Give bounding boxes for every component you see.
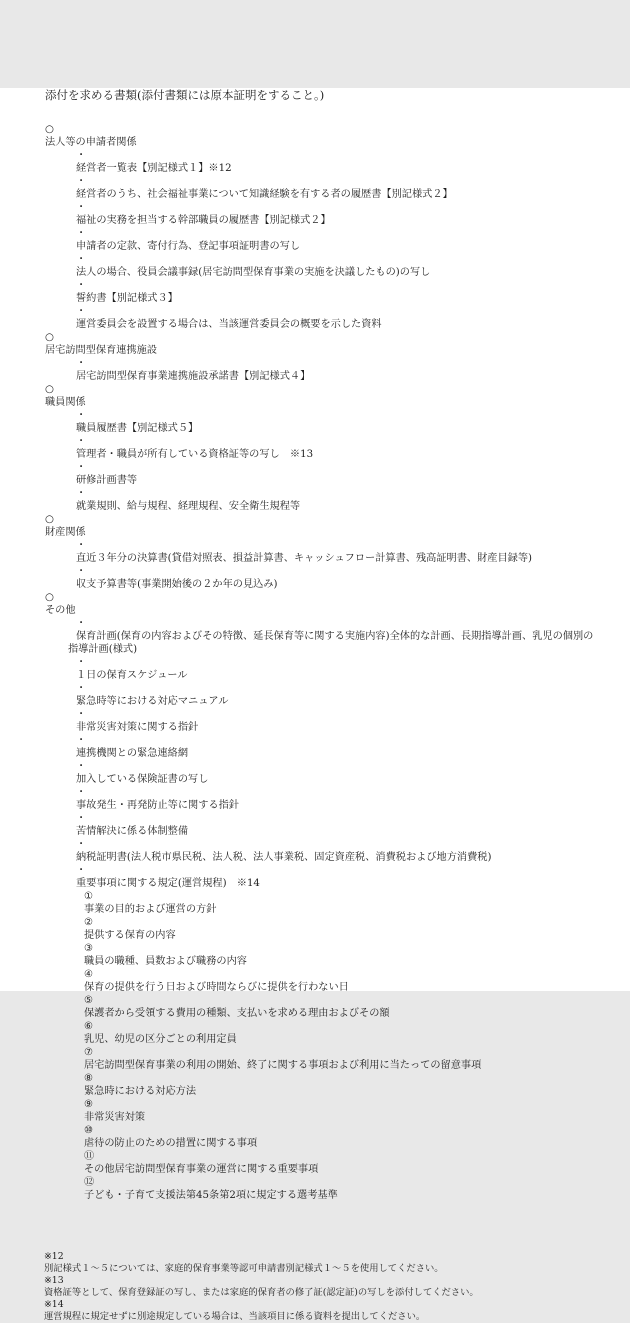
numbered-item (0, 968, 630, 994)
bullet-icon: ・ (76, 709, 87, 720)
list-item-text: １日の保育スケジュール (76, 670, 188, 681)
numbered-item (0, 916, 630, 942)
list-item-text: 経営者のうち、社会福祉事業について知識経験を有する者の履歴書【別記様式２】 (76, 189, 453, 200)
bullet-icon: ・ (76, 358, 87, 369)
bullet-icon: ・ (76, 813, 87, 824)
numbered-item-text: その他居宅訪問型保育事業の運営に関する重要事項 (84, 1164, 319, 1175)
bullet-icon: ・ (76, 254, 87, 265)
numbered-item-text: 保護者から受領する費用の種類、支払いを求める理由およびその額 (84, 1008, 390, 1019)
bullet-icon: ・ (76, 865, 87, 876)
list-item-text: 緊急時等における対応マニュアル (76, 696, 229, 707)
bullet-icon: ・ (76, 150, 87, 161)
footnote (0, 1275, 630, 1299)
bullet-icon: ・ (76, 683, 87, 694)
numbered-item (0, 1176, 630, 1202)
list-item-text: 重要事項に関する規定(運営規程) ※14 (76, 878, 260, 889)
footnote-ref: ※13 (44, 1275, 64, 1286)
bullet-icon: ・ (76, 787, 87, 798)
section (0, 591, 630, 1202)
footnote (0, 1251, 630, 1275)
list-item-text: 連携機関との緊急連絡網 (76, 748, 189, 759)
list-item-text: 管理者・職員が所有している資格証等の写し ※13 (76, 449, 314, 460)
section-heading-label: 居宅訪問型保育連携施設 (45, 345, 158, 356)
list-item-text: 保育計画(保育の内容およびその特徴、延長保育等に関する実施内容)全体的な計画、長期指導計画、乳児の個別の指導計画(様式) (68, 631, 594, 655)
bullet-icon: ・ (76, 228, 87, 239)
footnote-text: 運営規程に規定せずに別途規定している場合は、当該項目に係る資料を提出してください。 (44, 1311, 426, 1322)
list-item (0, 565, 630, 591)
list-item (0, 461, 630, 487)
section-heading-label: その他 (45, 605, 76, 616)
list-item (0, 760, 630, 786)
numbered-item (0, 1020, 630, 1046)
footnote (0, 1299, 630, 1323)
list-item (0, 682, 630, 708)
numbered-item (0, 942, 630, 968)
circled-number-icon: ⑦ (84, 1047, 94, 1058)
circled-number-icon: ⑨ (84, 1099, 94, 1110)
numbered-item-text: 提供する保育の内容 (84, 930, 176, 941)
circled-number-icon: ① (84, 891, 94, 902)
section-marker-icon: ○ (45, 592, 54, 603)
numbered-item-text: 乳児、幼児の区分ごとの利用定員 (84, 1034, 237, 1045)
bullet-icon: ・ (76, 410, 87, 421)
bullet-icon: ・ (76, 540, 87, 551)
bullet-icon: ・ (76, 761, 87, 772)
numbered-item (0, 1072, 630, 1098)
numbered-item (0, 890, 630, 916)
list-item-text: 非常災害対策に関する指針 (76, 722, 199, 733)
list-item (0, 864, 630, 890)
list-item (0, 357, 630, 383)
list-item-text: 福祉の実務を担当する幹部職員の履歴書【別記様式２】 (76, 215, 331, 226)
section-marker-icon: ○ (45, 514, 54, 525)
list-item (0, 253, 630, 279)
list-item-text: 研修計画書等 (76, 475, 138, 486)
bullet-icon: ・ (76, 735, 87, 746)
list-item-text: 職員履歴書【別記様式５】 (76, 423, 199, 434)
footnote-text: 資格証等として、保育登録証の写し、または家庭的保育者の修了証(認定証)の写しを添付してください。 (44, 1287, 479, 1298)
numbered-item-text: 保育の提供を行う日および時間ならびに提供を行わない日 (84, 982, 349, 993)
section (0, 123, 630, 331)
list-item (0, 838, 630, 864)
bullet-icon: ・ (76, 618, 87, 629)
list-item-text: 居宅訪問型保育事業連携施設承諾書【別記様式４】 (76, 371, 311, 382)
sections-container (0, 123, 630, 1202)
footnote-ref: ※12 (44, 1251, 64, 1262)
circled-number-icon: ⑧ (84, 1073, 94, 1084)
numbered-item-text: 子ども・子育て支援法第45条第2項に規定する選考基準 (84, 1190, 338, 1201)
bullet-icon: ・ (76, 436, 87, 447)
list-item (0, 786, 630, 812)
numbered-item-text: 事業の目的および運営の方針 (84, 904, 217, 915)
numbered-item (0, 1124, 630, 1150)
section-heading (0, 331, 630, 357)
list-item-text: 納税証明書(法人税市県民税、法人税、法人事業税、固定資産税、消費税および地方消費税) (76, 852, 492, 863)
circled-number-icon: ⑪ (84, 1151, 95, 1162)
list-item (0, 279, 630, 305)
list-item (0, 734, 630, 760)
footnote-text: 別記様式１～５については、家庭的保育事業等認可申請書別記様式１～５を使用してください。 (44, 1263, 444, 1274)
list-item-text: 申請者の定款、寄付行為、登記事項証明書の写し (76, 241, 301, 252)
section-marker-icon: ○ (45, 384, 54, 395)
section (0, 383, 630, 513)
bullet-icon: ・ (76, 306, 87, 317)
list-item (0, 409, 630, 435)
circled-number-icon: ⑥ (84, 1021, 94, 1032)
numbered-item (0, 1046, 630, 1072)
section-heading-label: 法人等の申請者関係 (45, 137, 137, 148)
section-marker-icon: ○ (45, 332, 54, 343)
bullet-icon: ・ (76, 176, 87, 187)
bullet-icon: ・ (76, 280, 87, 291)
circled-number-icon: ⑤ (84, 995, 94, 1006)
section-heading (0, 123, 630, 149)
numbered-item-text: 居宅訪問型保育事業の利用の開始、終了に関する事項および利用に当たっての留意事項 (84, 1060, 482, 1071)
section-marker-icon: ○ (45, 124, 54, 135)
list-item (0, 812, 630, 838)
bullet-icon: ・ (76, 566, 87, 577)
list-item-text: 経営者一覧表【別記様式１】※12 (76, 163, 232, 174)
numbered-item-text: 職員の職種、員数および職務の内容 (84, 956, 247, 967)
bullet-icon: ・ (76, 839, 87, 850)
section (0, 513, 630, 591)
list-item (0, 617, 630, 656)
list-item-text: 就業規則、給与規程、経理規程、安全衛生規程等 (76, 501, 301, 512)
circled-number-icon: ② (84, 917, 94, 928)
list-item (0, 487, 630, 513)
list-item (0, 708, 630, 734)
numbered-item-text: 緊急時における対応方法 (84, 1086, 197, 1097)
list-item (0, 539, 630, 565)
page-title: 添付を求める書類(添付書類には原本証明をすること。) (45, 88, 325, 102)
numbered-item-text: 虐待の防止のための措置に関する事項 (84, 1138, 258, 1149)
bullet-icon: ・ (76, 657, 87, 668)
bullet-icon: ・ (76, 462, 87, 473)
list-item (0, 435, 630, 461)
list-item (0, 656, 630, 682)
list-item (0, 305, 630, 331)
list-item-text: 苦情解決に係る体制整備 (76, 826, 189, 837)
document-page (0, 88, 630, 1322)
bullet-icon: ・ (76, 488, 87, 499)
circled-number-icon: ③ (84, 943, 94, 954)
footnotes (0, 1251, 630, 1323)
numbered-item (0, 994, 630, 1020)
footnote-ref: ※14 (44, 1299, 64, 1310)
list-item-text: 運営委員会を設置する場合は、当該運営委員会の概要を示した資料 (76, 319, 382, 330)
list-item (0, 149, 630, 175)
numbered-item-text: 非常災害対策 (84, 1112, 146, 1123)
section-heading-label: 職員関係 (45, 397, 86, 408)
list-item (0, 201, 630, 227)
section-heading (0, 383, 630, 409)
numbered-item (0, 1098, 630, 1124)
section-heading (0, 513, 630, 539)
list-item-text: 法人の場合、役員会議事録(居宅訪問型保育事業の実施を決議したもの)の写し (76, 267, 431, 278)
list-item-text: 収支予算書等(事業開始後の２か年の見込み) (76, 579, 278, 590)
bullet-icon: ・ (76, 202, 87, 213)
list-item-text: 誓約書【別記様式３】 (76, 293, 178, 304)
list-item-text: 直近３年分の決算書(貸借対照表、損益計算書、キャッシュフロー計算書、残高証明書、財産目録等) (76, 553, 532, 564)
numbered-item (0, 1150, 630, 1176)
list-item-text: 事故発生・再発防止等に関する指針 (76, 800, 239, 811)
section-heading-label: 財産関係 (45, 527, 86, 538)
section-heading (0, 591, 630, 617)
circled-number-icon: ⑩ (84, 1125, 94, 1136)
list-item (0, 227, 630, 253)
list-item (0, 175, 630, 201)
section (0, 331, 630, 383)
circled-number-icon: ⑫ (84, 1177, 95, 1188)
circled-number-icon: ④ (84, 969, 94, 980)
list-item-text: 加入している保険証書の写し (76, 774, 209, 785)
